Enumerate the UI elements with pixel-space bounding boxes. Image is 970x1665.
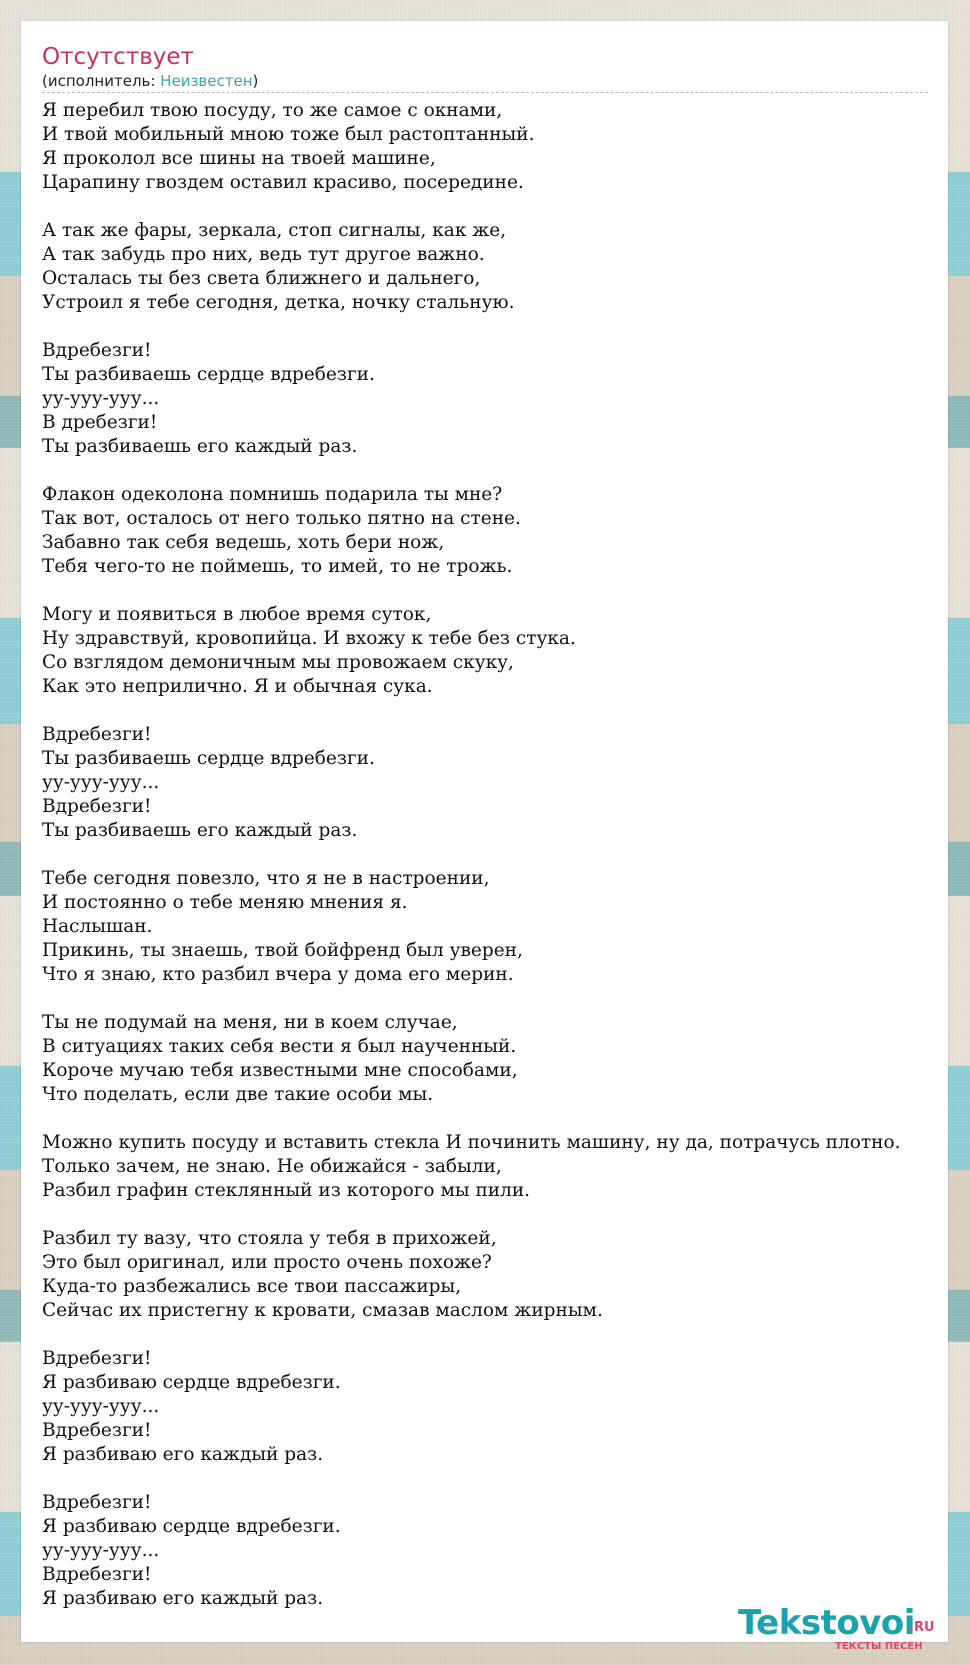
lyric-line: Вдребезги! (42, 1348, 152, 1369)
lyric-line: Со взглядом демоничным мы провожаем скуку, (42, 652, 514, 673)
artist-line (42, 72, 928, 90)
lyric-line: Так вот, осталось от него только пятно на стене. (42, 508, 521, 529)
lyric-line: А так же фары, зеркала, стоп сигналы, как же, (42, 220, 507, 241)
lyric-line: Тебя чего-то не поймешь, то имей, то не трожь. (42, 556, 513, 577)
lyric-line: Как это неприлично. Я и обычная сука. (42, 676, 433, 697)
lyric-line: Разбил ту вазу, что стояла у тебя в прихожей, (42, 1228, 497, 1249)
lyrics-stanza (42, 603, 970, 699)
lyrics-stanza (42, 1227, 970, 1323)
lyric-line: Ты разбиваешь его каждый раз. (42, 436, 358, 457)
lyric-line: Что я знаю, кто разбил вчера у дома его мерин. (42, 964, 514, 985)
lyrics-stanza (42, 99, 970, 195)
lyric-line: Наслышан. (42, 916, 153, 937)
lyric-line: уу-ууу-ууу... (42, 1396, 160, 1417)
lyric-line: Царапину гвоздем оставил красиво, посередине. (42, 172, 524, 193)
lyrics-stanza (42, 483, 970, 579)
site-logo[interactable] (738, 1601, 948, 1661)
lyric-line: В дребезги! (42, 412, 158, 433)
artist-suffix: ) (252, 72, 259, 90)
lyric-line: уу-ууу-ууу... (42, 772, 160, 793)
lyrics-stanza (42, 1011, 970, 1107)
lyric-line: Я проколол все шины на твоей машине, (42, 148, 436, 169)
lyric-line: Забавно так себя ведешь, хоть бери нож, (42, 532, 445, 553)
lyrics-stanza (42, 867, 970, 987)
lyric-line: Осталась ты без света ближнего и дальнего, (42, 268, 481, 289)
lyric-line: Разбил графин стеклянный из которого мы пили. (42, 1180, 531, 1201)
lyric-line: Ты разбиваешь сердце вдребезги. (42, 364, 375, 385)
lyric-line: И твой мобильный мною тоже был растоптанный. (42, 124, 535, 145)
logo-tld: .RU (909, 1620, 935, 1635)
lyric-line: Вдребезги! (42, 340, 152, 361)
lyric-line: Короче мучаю тебя известными мне способами, (42, 1060, 518, 1081)
lyric-line: Вдребезги! (42, 724, 152, 745)
artist-link[interactable]: Неизвестен (160, 72, 253, 90)
lyric-line: Это был оригинал, или просто очень похоже? (42, 1252, 492, 1273)
lyric-line: уу-ууу-ууу... (42, 1540, 160, 1561)
lyric-line: Ты разбиваешь сердце вдребезги. (42, 748, 375, 769)
lyric-line: Куда-то разбежались все твои пассажиры, (42, 1276, 462, 1297)
lyric-line: Ну здравствуй, кровопийца. И вхожу к тебе без стука. (42, 628, 576, 649)
lyric-line: Только зачем, не знаю. Не обижайся - забыли, (42, 1156, 502, 1177)
lyric-line: уу-ууу-ууу... (42, 388, 160, 409)
lyric-line: Вдребезги! (42, 1420, 152, 1441)
lyrics-body (42, 99, 970, 1635)
artist-prefix: (исполнитель: (42, 72, 161, 90)
lyrics-stanza (42, 1491, 970, 1611)
lyric-line: И постоянно о тебе меняю мнения я. (42, 892, 408, 913)
lyrics-stanza (42, 1131, 970, 1203)
lyric-line: Могу и появиться в любое время суток, (42, 604, 432, 625)
lyric-line: А так забудь про них, ведь тут другое важно. (42, 244, 485, 265)
lyrics-stanza (42, 1347, 970, 1467)
lyric-line: Я разбиваю сердце вдребезги. (42, 1372, 341, 1393)
lyrics-stanza (42, 723, 970, 843)
logo-wordmark: Tekstovoi (738, 1603, 915, 1643)
song-header (42, 42, 928, 93)
lyrics-stanza (42, 219, 970, 315)
lyric-line: Я разбиваю его каждый раз. (42, 1444, 324, 1465)
lyric-line: Можно купить посуду и вставить стекла И починить машину, ну да, потрачусь плотно. (42, 1132, 901, 1153)
lyric-line: Ты не подумай на меня, ни в коем случае, (42, 1012, 458, 1033)
lyric-line: В ситуациях таких себя вести я был наученный. (42, 1036, 517, 1057)
lyric-line: Вдребезги! (42, 1492, 152, 1513)
logo-tagline: ТЕКСТЫ ПЕСЕН (835, 1641, 923, 1652)
lyric-line: Тебе сегодня повезло, что я не в настроении, (42, 868, 490, 889)
lyric-line: Флакон одеколона помнишь подарила ты мне? (42, 484, 503, 505)
song-title: Отсутствует (42, 44, 194, 70)
lyric-line: Прикинь, ты знаешь, твой бойфренд был уверен, (42, 940, 523, 961)
content-card (21, 21, 948, 1652)
lyric-line: Вдребезги! (42, 796, 152, 817)
lyric-line: Я разбиваю сердце вдребезги. (42, 1516, 341, 1537)
lyric-line: Я перебил твою посуду, то же самое с окнами, (42, 100, 503, 121)
lyrics-stanza (42, 339, 970, 459)
lyric-line: Устроил я тебе сегодня, детка, ночку стальную. (42, 292, 515, 313)
lyric-line: Сейчас их пристегну к кровати, смазав маслом жирным. (42, 1300, 603, 1321)
lyric-line: Вдребезги! (42, 1564, 152, 1585)
lyric-line: Что поделать, если две такие особи мы. (42, 1084, 434, 1105)
lyric-line: Я разбиваю его каждый раз. (42, 1588, 324, 1609)
lyric-line: Ты разбиваешь его каждый раз. (42, 820, 358, 841)
